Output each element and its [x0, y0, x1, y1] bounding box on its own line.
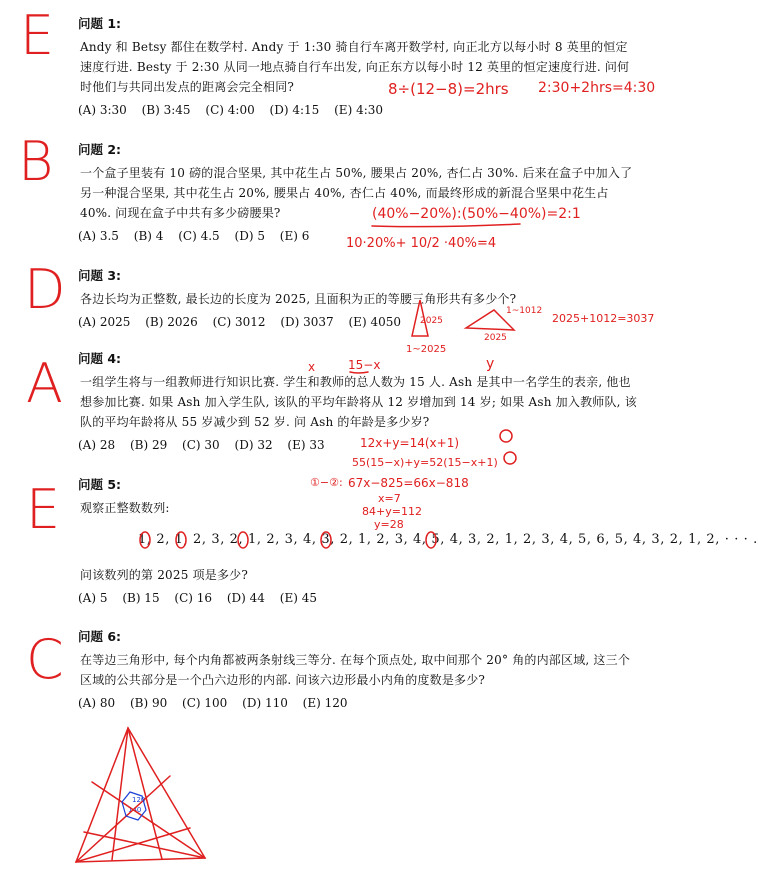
problem-text: 一组学生将与一组教师进行知识比赛. 学生和教师的总人数为 15 人. Ash 是其中一名学生的表亲, 他也想参加比赛. 如果 Ash 加入学生队, 该队的平均年龄将从 12 岁增加到 14 岁; 如果 Ash 加入教师队, 该队的平均年龄将从 55 岁减少到 52 岁. 问 Ash 的年龄是多少岁?	[80, 375, 637, 429]
handwritten-eq-5: 84+y=112	[362, 505, 422, 518]
choice-d: (D) 4:15	[269, 103, 320, 117]
choice-a: (A) 2025	[78, 315, 131, 329]
choice-c: (C) 4.5	[178, 229, 220, 243]
handwritten-work-p1b: 2:30+2hrs=4:30	[538, 80, 656, 96]
handwritten-answer-6: C	[26, 628, 64, 691]
triangle-figure	[76, 728, 205, 862]
number-sequence: 1, 2, 1, 2, 3, 2, 1, 2, 3, 4, 3, 2, 1, 2, 3, 4, 5, 4, 3, 2, 1, 2, 3, 4, 5, 6, 5, 4, 3, 2, 1, 2, · · · .	[138, 532, 758, 547]
handwritten-work-p2b: 10·20%+ 10/2 ·40%=4	[346, 236, 497, 251]
problem-text: 各边长均为正整数, 最长边的长度为 2025, 且面积为正的等腰三角形共有多少个?	[80, 292, 517, 306]
choice-a: (A) 3:30	[78, 103, 127, 117]
choice-e: (E) 33	[287, 438, 325, 452]
answer-choices	[78, 438, 638, 452]
choice-a: (A) 80	[78, 696, 116, 710]
handwritten-eq-1: 12x+y=14(x+1)	[360, 436, 460, 450]
choice-a: (A) 28	[78, 438, 116, 452]
choice-c: (C) 16	[174, 591, 213, 605]
trisector-line	[76, 776, 170, 862]
choice-b: (B) 4	[133, 229, 164, 243]
problem-title: 问题 6:	[78, 629, 122, 644]
handwritten-label-p3-range1: 1~2025	[406, 344, 447, 355]
problem-title: 问题 2:	[78, 142, 122, 157]
choice-e: (E) 45	[279, 591, 317, 605]
handwritten-var-15-x: 15−x	[348, 358, 381, 372]
handwritten-answer-1: E	[20, 4, 55, 67]
handwritten-label-p3-range2: 1~1012	[506, 306, 543, 316]
choice-b: (B) 15	[122, 591, 160, 605]
problem-title: 问题 3:	[78, 268, 122, 283]
choice-c: (C) 3012	[212, 315, 266, 329]
choice-e: (E) 6	[279, 229, 310, 243]
choice-c: (C) 30	[182, 438, 220, 452]
answer-choices	[78, 591, 638, 605]
choice-e: (E) 4050	[348, 315, 401, 329]
handwritten-label-p3-side: 2025	[420, 316, 443, 326]
handwritten-var-y: y	[486, 356, 495, 372]
choice-d: (D) 32	[234, 438, 273, 452]
choice-c: (C) 100	[182, 696, 228, 710]
circle-mark-2	[504, 452, 516, 464]
trisector-line	[92, 782, 205, 858]
choice-d: (D) 44	[226, 591, 265, 605]
problem-text: 在等边三角形中, 每个内角都被两条射线三等分. 在每个顶点处, 取中间那个 20° 角的内部区域, 这三个区域的公共部分是一个凸六边形的内部. 问该六边形最小内角的度数是多少?	[80, 653, 631, 687]
answer-choices	[78, 103, 638, 117]
choice-a: (A) 5	[78, 591, 108, 605]
problem-title: 问题 5:	[78, 477, 122, 492]
problem-5	[78, 475, 758, 605]
trisector-line	[128, 728, 162, 859]
handwritten-work-p1a: 8÷(12−8)=2hrs	[388, 80, 509, 98]
choice-b: (B) 29	[129, 438, 168, 452]
choice-a: (A) 3.5	[78, 229, 119, 243]
choice-d: (D) 110	[242, 696, 288, 710]
trisector-line	[112, 728, 128, 860]
answer-choices	[78, 696, 638, 710]
choice-b: (B) 3:45	[141, 103, 191, 117]
handwritten-eq-3: 67x−825=66x−818	[348, 476, 469, 490]
problem-text: Andy 和 Betsy 都住在数学村. Andy 于 1:30 骑自行车离开数学村, 向正北方以每小时 8 英里的恒定速度行进. Besty 于 2:30 从同一地点骑自行车出发, 向正东方以每小时 12 英里的恒定速度行进. 问何时他们与共同出发点的距离会完全相同?	[80, 40, 630, 94]
problem-1	[78, 14, 638, 117]
trisector-line	[84, 832, 205, 858]
handwritten-label-p3-base: 2025	[484, 333, 507, 343]
handwritten-answer-3: D	[24, 258, 66, 321]
problem-title: 问题 4:	[78, 351, 122, 366]
choice-e: (E) 4:30	[334, 103, 384, 117]
problem-text: 一个盒子里装有 10 磅的混合坚果, 其中花生占 50%, 腰果占 20%, 杏仁占 30%. 后来在盒子中加入了另一种混合坚果, 其中花生占 20%, 腰果占 40%, 杏仁占 40%, 而最终形成的新混合坚果中花生占 40%. 问现在盒子中共有多少磅腰果?	[80, 166, 633, 220]
trisector-line	[76, 828, 190, 862]
choice-c: (C) 4:00	[205, 103, 255, 117]
handwritten-eq-2: 55(15−x)+y=52(15−x+1)	[352, 456, 498, 469]
problem-title: 问题 1:	[78, 16, 122, 31]
handwritten-var-x: x	[308, 360, 316, 374]
handwritten-eq-4: x=7	[378, 492, 401, 505]
choice-d: (D) 3037	[280, 315, 334, 329]
choice-b: (B) 2026	[145, 315, 198, 329]
problem-2	[78, 140, 638, 243]
handwritten-step-label: ①−②:	[310, 476, 343, 489]
choice-e: (E) 120	[302, 696, 348, 710]
choice-d: (D) 5	[234, 229, 265, 243]
handwritten-work-p2a: (40%−20%):(50%−40%)=2:1	[372, 206, 581, 222]
handwritten-angle-label-1: 120	[132, 796, 146, 804]
handwritten-eq-6: y=28	[374, 518, 404, 531]
handwritten-angle-label-2: 140	[128, 806, 142, 814]
choice-b: (B) 90	[129, 696, 168, 710]
handwritten-work-p3-sum: 2025+1012=3037	[552, 312, 655, 325]
handwritten-answer-5: E	[26, 478, 61, 541]
problem-question: 问该数列的第 2025 项是多少?	[80, 568, 249, 582]
problem-text: 观察正整数数列:	[80, 501, 170, 515]
problem-6	[78, 627, 638, 710]
handwritten-answer-4: A	[26, 352, 63, 415]
handwritten-answer-2: B	[18, 130, 54, 193]
